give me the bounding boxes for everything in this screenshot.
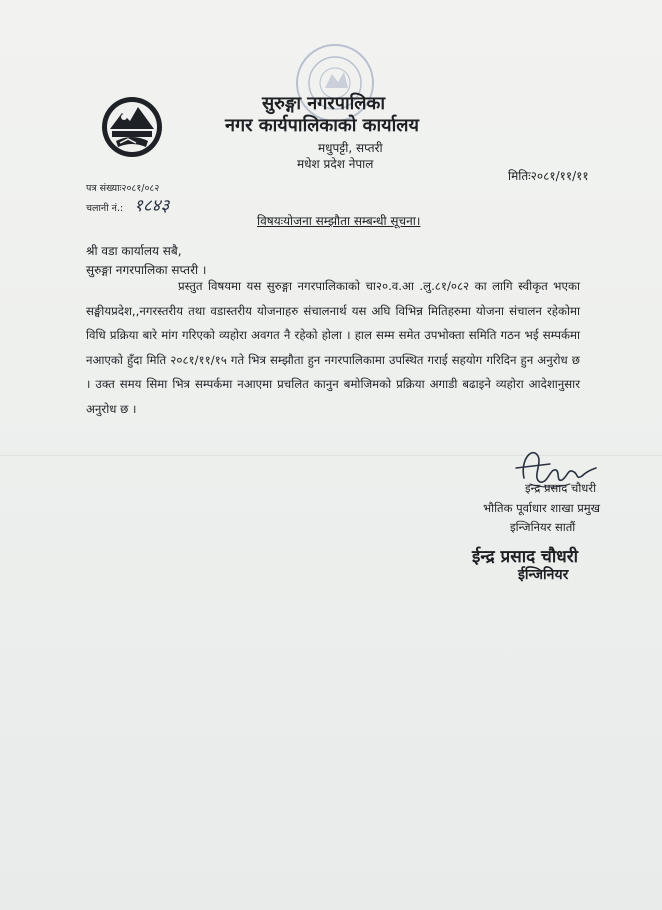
letterhead-municipality: सुरुङ्गा नगरपालिका	[262, 93, 385, 114]
signatory-grade: इन्जिनियर सातौं	[510, 520, 576, 534]
letterhead-office: नगर कार्यपालिकाको कार्यालय	[225, 115, 419, 136]
letterhead-province: मधेश प्रदेश नेपाल	[297, 157, 374, 171]
letter-body: प्रस्तुत विषयमा यस सुरुङ्गा नगरपालिकाको चा२०.व.आ .लु.८१/०८२ का लागि स्वीकृत भएका सङ्घीयप्रदेश,,नगरस्तरीय तथा वडास्तरीय योजनाहरु संचालनार्थ यस अघि विभिन्न मितिहरुमा योजना संचालन रहेकोमा विधि प्रक्रिया बारे मांग गरिएको व्यहोरा अवगत नै रहेको होला । हाल सम्म समेत उपभोक्ता समिति गठन भई सम्पर्कमा नआएको हुँदा मिति २०८१/११/१५ गते भित्र सम्झौता हुन नगरपालिकामा उपस्थित गराई सहयोग गरिदिन हुन अनुरोध छ । उक्त समय सिमा भित्र सम्पर्कमा नआएमा प्रचलित कानुन बमोजिमको प्रक्रिया अगाडी बढाइने व्यहोरा आदेशानुसार अनुरोध छ ।	[86, 279, 580, 416]
dispatch-label: चलानी नं.:	[86, 203, 124, 214]
recipient-line-1: श्री वडा कार्यालय सबै,	[86, 244, 182, 258]
recipient-line-2: सुरुङ्गा नगरपालिका सप्तरी ।	[86, 263, 207, 277]
letter-date: मितिः२०८१/११/११	[508, 169, 589, 183]
letter-subject: विषयःयोजना सम्झौता सम्बन्धी सूचना।	[257, 214, 421, 228]
name-stamp: ईन्द्र प्रसाद चौधरी	[472, 547, 579, 567]
signatory-name: इन्द्र प्रसाद चौधरी	[525, 481, 597, 495]
letterhead-address: मधुपट्टी, सप्तरी	[318, 141, 383, 155]
signatory-title: भौतिक पूर्वाधार शाखा प्रमुख	[483, 501, 601, 515]
reference-number: पत्र संख्याः२०८१/०८२	[86, 183, 160, 194]
name-stamp-title: ईन्जिनियर	[518, 567, 569, 583]
dispatch-number: १८४३	[134, 196, 170, 216]
municipality-logo	[100, 95, 164, 159]
